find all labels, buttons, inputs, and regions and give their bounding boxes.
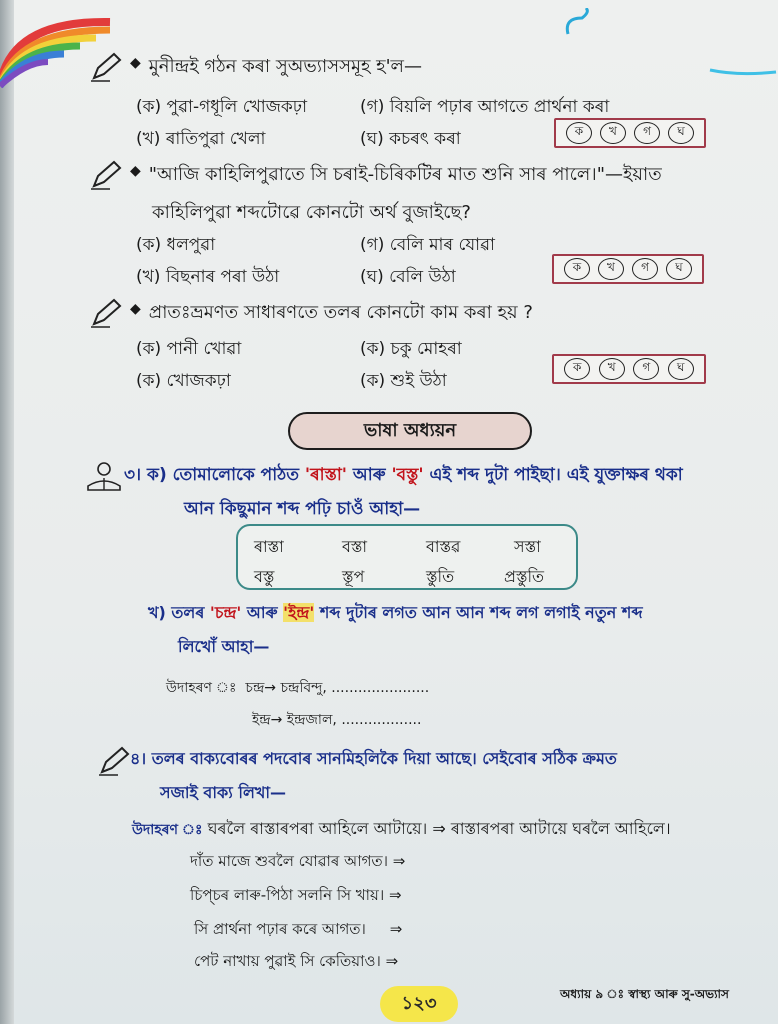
- pencil-icon: [90, 52, 122, 82]
- option-kha: (খ) বিছনাৰ পৰা উঠা: [136, 267, 280, 287]
- example-label: উদাহৰণ ঃ: [132, 822, 203, 838]
- answer-choice-kha[interactable]: খ: [600, 122, 626, 144]
- q3b-number: খ): [148, 603, 166, 622]
- question-stem-line1: "আজি কাহিলিপুৱাতে সি চৰাই-চিৰিকটিৰ মাত শুনি সাৰ পালে।"—ইয়াত: [148, 164, 662, 185]
- answer-choice-kha[interactable]: খ: [599, 358, 625, 380]
- q4-line1: [130, 746, 617, 773]
- q3a-word-bastu: 'বস্তু': [391, 465, 424, 485]
- word: বস্তু: [254, 567, 275, 586]
- option-3: (ক) খোজকঢ়া: [136, 371, 231, 391]
- option-kha: (খ) ৰাতিপুৱা খেলা: [136, 129, 266, 149]
- q3a-word-rasta: 'ৰাস্তা': [304, 465, 347, 485]
- example-label: উদাহৰণ ঃ: [166, 680, 237, 696]
- answer-choice-ka[interactable]: ক: [564, 258, 590, 280]
- answer-choice-box: [554, 118, 706, 148]
- pencil-icon: [98, 746, 130, 776]
- example-result: চন্দ্ৰবিন্দু, ......................: [280, 680, 430, 696]
- question-3: [90, 298, 533, 329]
- blue-stroke-decoration: [708, 60, 778, 80]
- q3a-number: ৩। ক): [124, 465, 167, 485]
- answer-choice-gha[interactable]: ঘ: [666, 258, 692, 280]
- question-stem-line2: কাহিলিপুৱা শব্দটোৱে কোনটো অৰ্থ বুজাইছে?: [152, 202, 471, 223]
- bullet-icon: ◆: [130, 301, 141, 317]
- option-1: (ক) পানী খোৱা: [136, 339, 242, 359]
- answer-choice-box: [552, 354, 706, 384]
- answer-choice-ka[interactable]: ক: [566, 122, 592, 144]
- conjunct-word-box: [236, 524, 578, 590]
- word: প্ৰস্তুতি: [504, 567, 545, 586]
- jumbled-sentence: দাঁত মাজে শুবলৈ যোৱাৰ আগত। ⇒: [190, 852, 406, 870]
- q3a-text: তোমালোকে পাঠত: [172, 465, 299, 485]
- answer-choice-ga[interactable]: গ: [633, 358, 659, 380]
- answer-choice-gha[interactable]: ঘ: [668, 358, 694, 380]
- q3b-example-1: [166, 676, 429, 700]
- q3b-text: তলৰ: [171, 603, 205, 622]
- question-2: [90, 160, 662, 191]
- answer-choice-box: [552, 254, 704, 284]
- page-number: ১২৩: [380, 986, 458, 1022]
- q3b-text-rest: শব্দ দুটাৰ লগত আন আন শব্দ লগ লগাই নতুন শব্দ: [319, 603, 643, 622]
- word: ৰাস্তা: [254, 537, 284, 556]
- q3a-line1: [124, 462, 683, 490]
- q3b-text-and: আৰু: [246, 603, 278, 622]
- q3b-word-chandra: 'চন্দ্ৰ': [209, 603, 242, 622]
- option-2: (ক) চকু মোহৰা: [360, 339, 462, 359]
- q3b-line1: [148, 600, 643, 627]
- option-gha: (ঘ) কচৰৎ কৰা: [360, 129, 461, 149]
- question-stem: প্ৰাতঃভ্ৰমণত সাধাৰণতে তলৰ কোনটো কাম কৰা হয় ?: [148, 302, 533, 323]
- word: স্তূপ: [342, 567, 365, 586]
- answer-choice-gha[interactable]: ঘ: [668, 122, 694, 144]
- option-ga: (গ) বিয়লি পঢ়াৰ আগতে প্ৰাৰ্থনা কৰা: [360, 97, 610, 117]
- example-source-word: ইন্দ্ৰ: [252, 712, 271, 728]
- q4-example: [132, 816, 671, 843]
- option-ka: (ক) পুৱা-গধূলি খোজকঢ়া: [136, 97, 308, 117]
- question-1: [90, 52, 422, 83]
- jumbled-sentence: পেট নাখায় পুৱাই সি কেতিয়াও। ⇒: [194, 952, 399, 970]
- q3a-text-rest: এই শব্দ দুটা পাইছা। এই যুক্তাক্ষৰ থকা: [429, 465, 683, 485]
- bullet-icon: ◆: [130, 55, 141, 71]
- q3a-line2: আন কিছুমান শব্দ পঢ়ি চাওঁ আহা—: [184, 499, 421, 519]
- blue-scribble-decoration: [560, 8, 600, 38]
- arrow-icon: →: [264, 680, 277, 696]
- chapter-title: অধ্যায় ৯ ঃ স্বাস্থ্য আৰু সু-অভ্যাস: [560, 987, 729, 1001]
- example-sentence: ঘৰলৈ ৰাস্তাৰপৰা আহিলে আটায়ে। ⇒ ৰাস্তাৰপৰা আটায়ে ঘৰলৈ আহিলে।: [207, 819, 671, 838]
- q3b-example-2: [252, 708, 421, 732]
- q3a-text-and: আৰু: [352, 465, 386, 485]
- arrow-icon: →: [270, 712, 283, 728]
- example-result: ইন্দ্ৰজাল, ..................: [286, 712, 422, 728]
- answer-choice-ga[interactable]: গ: [632, 258, 658, 280]
- jumbled-sentence: সি প্ৰাৰ্থনা পঢ়াৰ কৰে আগত। ⇒: [194, 920, 403, 938]
- section-title: ভাষা অধ্যয়ন: [363, 419, 457, 441]
- jumbled-sentence: চিপ্‌চৰ লাৰু-পিঠা সলনি সি খায়। ⇒: [190, 886, 402, 904]
- word: স্তুতি: [426, 567, 455, 586]
- q4-number: ৪।: [130, 749, 147, 768]
- option-gha: (ঘ) বেলি উঠা: [360, 267, 456, 287]
- answer-choice-ga[interactable]: গ: [634, 122, 660, 144]
- example-source-word: চন্দ্ৰ: [245, 680, 265, 696]
- pencil-icon: [90, 298, 122, 328]
- word: সস্তা: [514, 537, 541, 556]
- section-banner: [288, 412, 532, 450]
- word: বস্তা: [342, 537, 368, 556]
- answer-choice-ka[interactable]: ক: [564, 358, 590, 380]
- q4-text: তলৰ বাক্যবোৰৰ পদবোৰ সানমিহলিকৈ দিয়া আছে। সেইবোৰ সঠিক ক্ৰমত: [151, 749, 617, 768]
- option-ka: (ক) ধলপুৱা: [136, 235, 216, 255]
- reading-child-icon: [84, 462, 124, 492]
- answer-choice-kha[interactable]: খ: [598, 258, 624, 280]
- q3b-line2: লিখোঁ আহা—: [178, 637, 270, 656]
- option-4: (ক) শুই উঠা: [360, 371, 447, 391]
- option-ga: (গ) বেলি মাৰ যোৱা: [360, 235, 495, 255]
- pencil-icon: [90, 160, 122, 190]
- word: বাস্তৱ: [426, 537, 461, 556]
- q4-line2: সজাই বাক্য লিখা—: [160, 783, 287, 802]
- question-stem: মুনীন্দ্ৰই গঠন কৰা সুঅভ্যাসসমূহ হ'ল—: [148, 56, 422, 77]
- q3b-word-indra: 'ইন্দ্ৰ': [283, 603, 315, 622]
- bullet-icon: ◆: [130, 163, 141, 179]
- book-spine: [0, 0, 14, 1024]
